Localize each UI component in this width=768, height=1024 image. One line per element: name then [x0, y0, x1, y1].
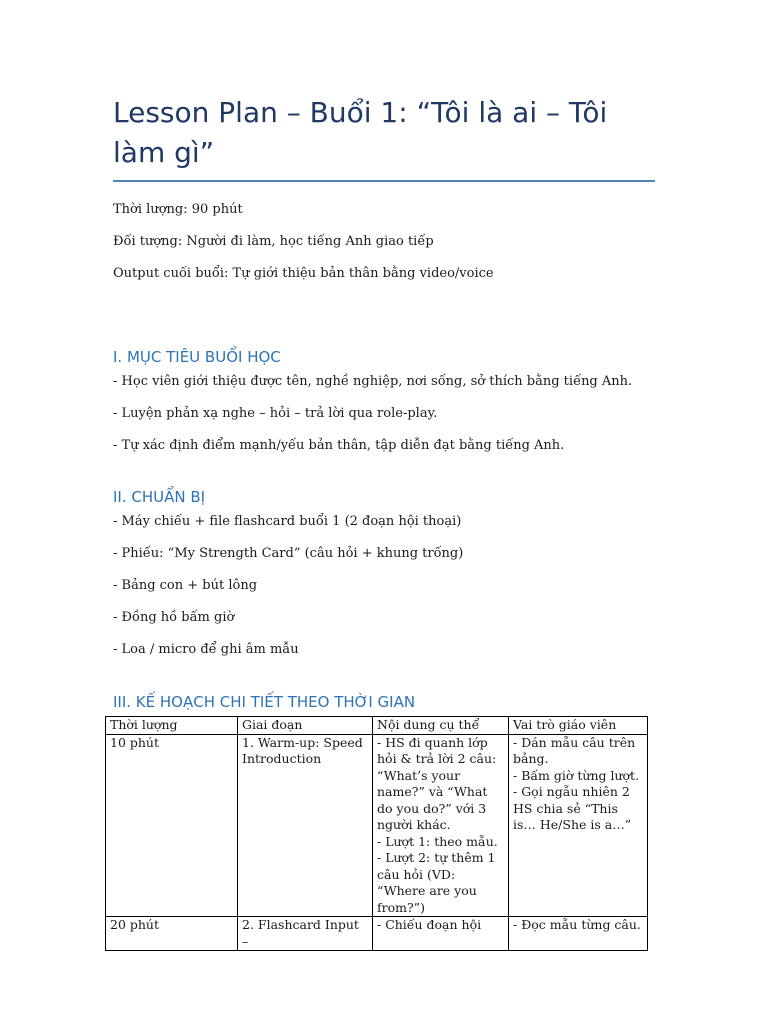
table-cell: - Chiếu đoạn hội [373, 917, 509, 951]
column-header-content: Nội dung cụ thể [373, 717, 509, 735]
table-cell: - Đọc mẫu từng câu. [509, 917, 648, 951]
table-cell: 20 phút [106, 917, 238, 951]
section-heading-preparation: II. CHUẨN BỊ [113, 488, 206, 506]
meta-audience: Đối tượng: Người đi làm, học tiếng Anh giao tiếp [113, 234, 434, 249]
table-cell: 1. Warm-up: Speed Introduction [238, 734, 373, 917]
section-heading-plan: III. KẾ HOẠCH CHI TIẾT THEO THỜI GIAN [113, 693, 416, 711]
meta-output: Output cuối buổi: Tự giới thiệu bản thân bằng video/voice [113, 266, 494, 281]
table-cell: - Dán mẫu câu trên bảng. - Bấm giờ từng lượt. - Gọi ngẫu nhiên 2 HS chia sẻ “This is… He/She is a…” [509, 734, 648, 917]
preparation-item: - Đồng hồ bấm giờ [113, 610, 235, 625]
table-cell: 10 phút [106, 734, 238, 917]
preparation-item: - Bảng con + bút lông [113, 578, 258, 593]
table-row [106, 917, 648, 951]
lesson-plan-table [105, 716, 648, 951]
column-header-teacher-role: Vai trò giáo viên [509, 717, 648, 735]
table-row [106, 734, 648, 917]
title-divider [113, 180, 655, 182]
meta-duration: Thời lượng: 90 phút [113, 202, 243, 217]
preparation-item: - Phiếu: “My Strength Card” (câu hỏi + khung trống) [113, 546, 464, 561]
section-heading-objectives: I. MỤC TIÊU BUỔI HỌC [113, 348, 281, 366]
table-header-row [106, 717, 648, 735]
column-header-duration: Thời lượng [106, 717, 238, 735]
preparation-item: - Máy chiếu + file flashcard buổi 1 (2 đoạn hội thoại) [113, 514, 462, 529]
objective-item: - Luyện phản xạ nghe – hỏi – trả lời qua role-play. [113, 406, 438, 421]
preparation-item: - Loa / micro để ghi âm mẫu [113, 642, 299, 657]
objective-item: - Học viên giới thiệu được tên, nghề nghiệp, nơi sống, sở thích bằng tiếng Anh. [113, 374, 633, 389]
objective-item: - Tự xác định điểm mạnh/yếu bản thân, tập diễn đạt bằng tiếng Anh. [113, 438, 565, 453]
table-cell: 2. Flashcard Input – [238, 917, 373, 951]
table-cell: - HS đi quanh lớp hỏi & trả lời 2 câu: “What’s your name?” và “What do you do?” với 3 người khác. - Lượt 1: theo mẫu. - Lượt 2: tự thêm 1 câu hỏi (VD: “Where are you from?”) [373, 734, 509, 917]
column-header-stage: Giai đoạn [238, 717, 373, 735]
document-title: Lesson Plan – Buổi 1: “Tôi là ai – Tôi làm gì” [113, 96, 608, 169]
